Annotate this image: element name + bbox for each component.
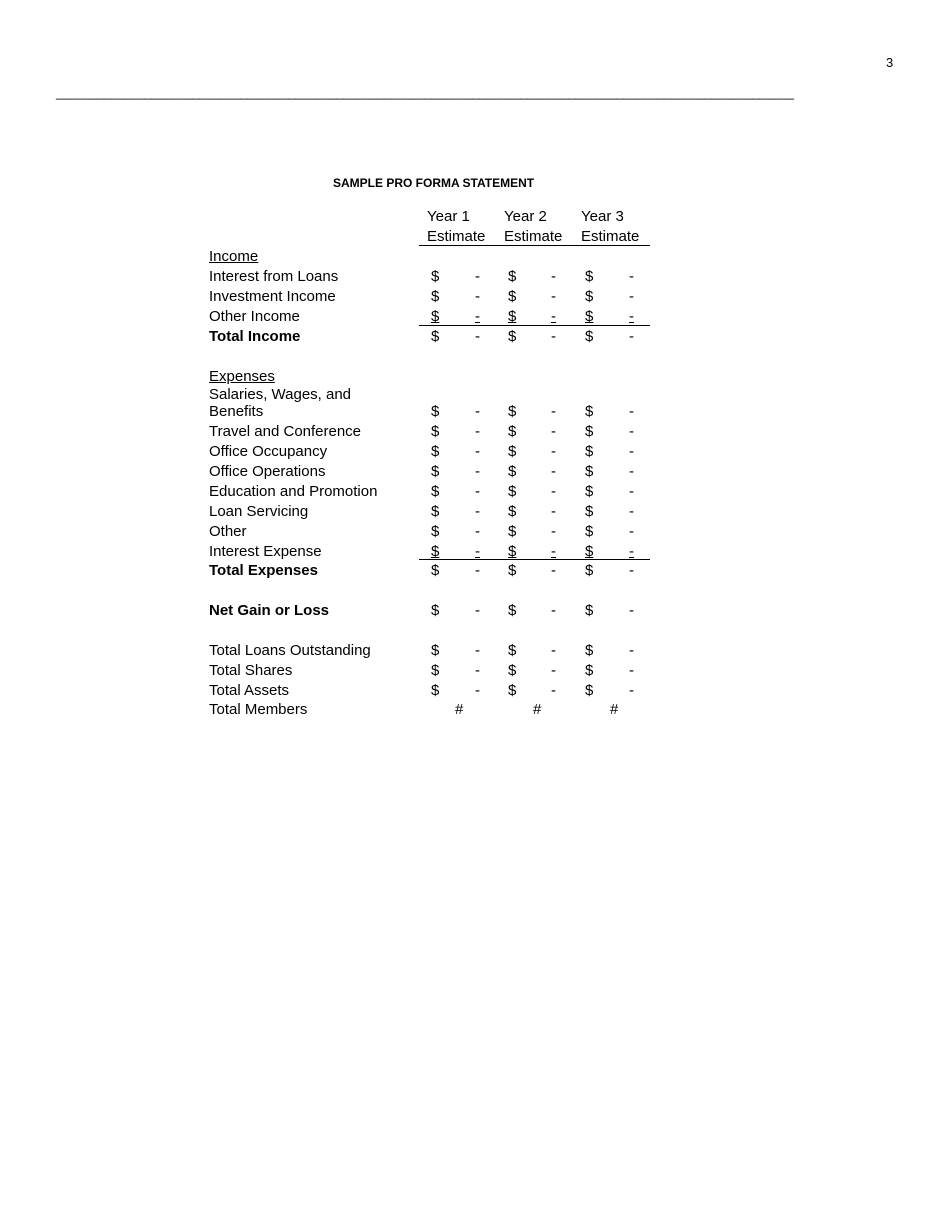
currency-symbol: $ [585,403,594,420]
expense-row [209,542,669,562]
currency-symbol: $ [508,308,517,325]
currency-symbol: $ [508,543,517,560]
currency-symbol: $ [585,662,594,679]
currency-symbol: $ [508,523,517,540]
currency-symbol: $ [585,463,594,480]
currency-symbol: $ [585,503,594,520]
currency-symbol: $ [431,662,440,679]
currency-symbol: $ [431,443,440,460]
expense-row [209,402,669,422]
currency-symbol: $ [431,543,440,560]
row-label: Salaries, Wages, and [209,386,352,403]
year-1-value: - [475,662,480,679]
year-3-value: - [629,503,634,520]
year-1-value: - [475,268,480,285]
year-2-value: - [551,403,556,420]
currency-symbol: $ [585,268,594,285]
total-expenses-label: Total Expenses [209,562,318,579]
currency-symbol: $ [508,483,517,500]
income-heading-label: Income [209,248,259,265]
year-1-value: - [475,523,480,540]
currency-symbol: $ [431,602,440,619]
year-3-value: - [629,682,634,699]
year-2-value: - [551,662,556,679]
year-2-value: - [551,642,556,659]
row-label: Travel and Conference [209,423,362,440]
year-3-value: - [629,523,634,540]
year-2-value: - [551,503,556,520]
row-label: Total Assets [209,682,290,699]
year-1-value: - [475,602,480,619]
currency-symbol: $ [431,483,440,500]
page-number: 3 [886,55,894,70]
year-1-value: - [475,562,480,579]
header-underline [419,245,650,246]
summary-row [209,641,669,661]
summary-row [209,681,669,701]
currency-symbol: $ [508,423,517,440]
currency-symbol: $ [508,642,517,659]
year-2-value: - [551,543,556,560]
year-1-value: - [475,403,480,420]
currency-symbol: $ [431,423,440,440]
currency-symbol: $ [431,403,440,420]
currency-symbol: $ [585,483,594,500]
income-total-row [209,327,669,347]
year-2-value: - [551,268,556,285]
year-1-value: - [475,423,480,440]
currency-symbol: $ [508,503,517,520]
expense-row [209,462,669,482]
currency-symbol: $ [508,682,517,699]
year-3-value: - [629,642,634,659]
currency-symbol: $ [431,642,440,659]
currency-symbol: $ [431,523,440,540]
year-1-value: - [475,288,480,305]
expense-row [209,442,669,462]
year-3-value: - [629,308,634,325]
year-2-value: - [551,423,556,440]
currency-symbol: $ [585,682,594,699]
year-1-value: - [475,463,480,480]
year-2-value: - [551,483,556,500]
currency-symbol: $ [585,328,594,345]
year-2-value: - [551,288,556,305]
currency-symbol: $ [508,662,517,679]
row-label: Benefits [209,403,264,420]
currency-symbol: $ [508,288,517,305]
currency-symbol: $ [508,403,517,420]
currency-symbol: $ [585,543,594,560]
year-3-value: - [629,483,634,500]
year-2-member-count: # [533,701,542,718]
year-3-value: - [629,602,634,619]
year-1-label: Year 1 [427,208,470,225]
currency-symbol: $ [508,268,517,285]
row-label: Loan Servicing [209,503,309,520]
header-rule: ____________________________________________________________________________________________________________ [56,85,794,100]
expense-row [209,502,669,522]
year-3-header [581,207,639,247]
row-label: Office Operations [209,463,326,480]
income-row [209,287,669,307]
year-1-header [427,207,485,247]
currency-symbol: $ [431,268,440,285]
row-label: Total Loans Outstanding [209,642,371,659]
net-gain-loss-label: Net Gain or Loss [209,602,330,619]
currency-symbol: $ [431,682,440,699]
year-2-value: - [551,682,556,699]
currency-symbol: $ [431,308,440,325]
currency-symbol: $ [431,562,440,579]
year-1-value: - [475,543,480,560]
currency-symbol: $ [508,602,517,619]
year-3-sublabel: Estimate [581,228,640,245]
year-2-value: - [551,328,556,345]
statement-title: SAMPLE PRO FORMA STATEMENT [333,176,535,190]
currency-symbol: $ [585,308,594,325]
year-3-member-count: # [610,701,619,718]
year-2-value: - [551,308,556,325]
expenses-heading-label: Expenses [209,368,275,385]
year-2-value: - [551,443,556,460]
year-3-value: - [629,662,634,679]
income-row [209,307,669,327]
currency-symbol: $ [508,562,517,579]
year-1-value: - [475,443,480,460]
income-row [209,267,669,287]
total-income-label: Total Income [209,328,301,345]
year-2-value: - [551,602,556,619]
year-1-value: - [475,642,480,659]
year-1-value: - [475,483,480,500]
currency-symbol: $ [431,503,440,520]
expenses-heading [209,367,669,387]
year-2-value: - [551,463,556,480]
year-2-label: Year 2 [504,208,547,225]
currency-symbol: $ [585,642,594,659]
year-3-value: - [629,562,634,579]
currency-symbol: $ [585,602,594,619]
summary-row [209,661,669,681]
year-3-value: - [629,328,634,345]
year-2-value: - [551,523,556,540]
year-3-value: - [629,403,634,420]
year-2-sublabel: Estimate [504,228,563,245]
expense-row [209,422,669,442]
currency-symbol: $ [585,523,594,540]
year-1-value: - [475,503,480,520]
year-2-header [504,207,562,247]
currency-symbol: $ [431,288,440,305]
year-3-value: - [629,443,634,460]
year-1-value: - [475,308,480,325]
row-label: Office Occupancy [209,443,328,460]
currency-symbol: $ [585,443,594,460]
income-heading [209,247,669,267]
expenses-total-row [209,561,669,581]
row-label: Education and Promotion [209,483,378,500]
row-label: Other Income [209,308,300,325]
expense-row [209,482,669,502]
row-label: Interest Expense [209,543,322,560]
currency-symbol: $ [431,328,440,345]
year-1-member-count: # [455,701,464,718]
year-3-value: - [629,543,634,560]
year-3-value: - [629,268,634,285]
currency-symbol: $ [508,463,517,480]
currency-symbol: $ [508,328,517,345]
year-3-value: - [629,423,634,440]
row-label: Interest from Loans [209,268,339,285]
currency-symbol: $ [585,562,594,579]
currency-symbol: $ [585,423,594,440]
year-3-value: - [629,288,634,305]
year-3-value: - [629,463,634,480]
row-label: Total Shares [209,662,293,679]
net-gain-loss-row [209,601,669,621]
year-1-value: - [475,682,480,699]
currency-symbol: $ [431,463,440,480]
year-3-label: Year 3 [581,208,624,225]
year-1-value: - [475,328,480,345]
row-label: Investment Income [209,288,336,305]
year-2-value: - [551,562,556,579]
expense-row [209,522,669,542]
total-members-label: Total Members [209,701,308,718]
row-label: Other [209,523,247,540]
year-1-sublabel: Estimate [427,228,486,245]
currency-symbol: $ [585,288,594,305]
total-members-row [209,700,669,720]
currency-symbol: $ [508,443,517,460]
